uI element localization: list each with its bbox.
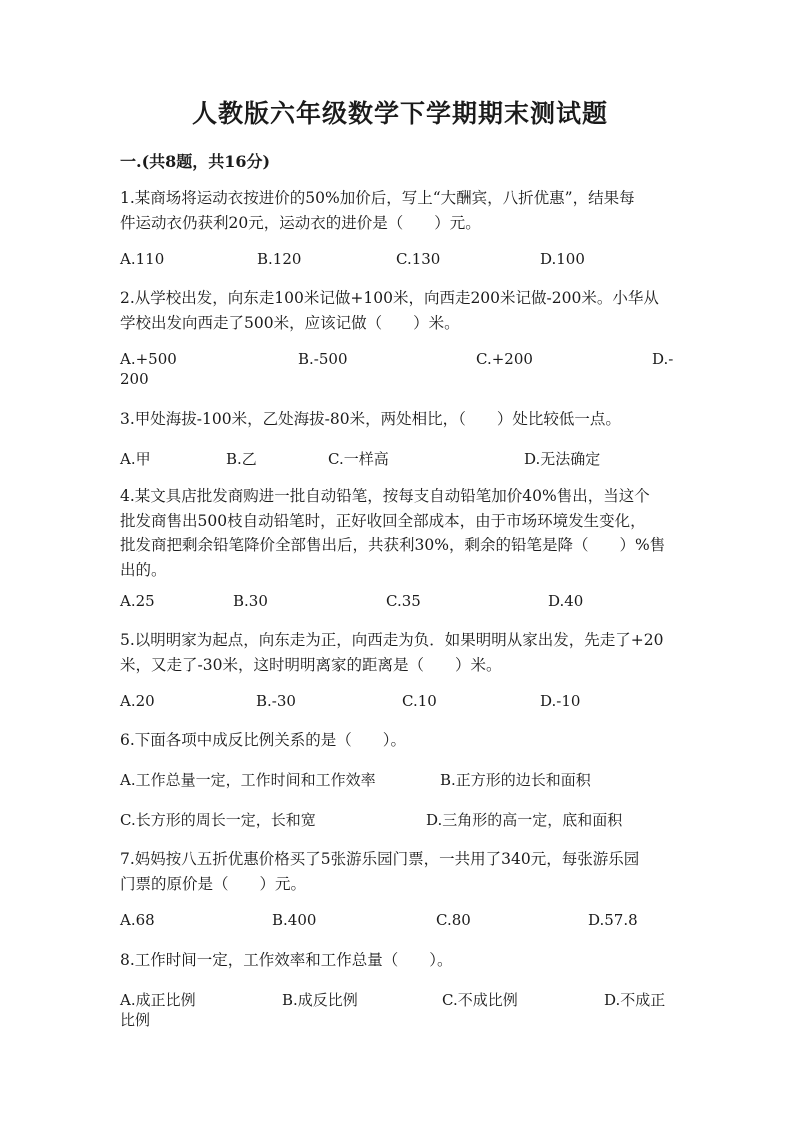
question-3-line-1: 3.甲处海拔-100米，乙处海拔-80米，两处相比，（ ）处比较低一点。: [120, 410, 621, 428]
question-3-options: [120, 447, 680, 471]
question-5: [120, 628, 680, 677]
option-b: B.400: [272, 911, 317, 929]
option-b: B.-30: [256, 692, 296, 710]
question-3: [120, 407, 680, 432]
question-4-line-1: 4.某文具店批发商购进一批自动铅笔，按每支自动铅笔加价40%售出，当这个: [120, 487, 650, 505]
question-6-line-1: 6.下面各项中成反比例关系的是（ ）。: [120, 731, 407, 749]
option-c: C.80: [436, 911, 471, 929]
page-title: 人教版六年级数学下学期期末测试题: [191, 99, 608, 128]
option-c: C.35: [386, 592, 421, 610]
question-7-line-2: 门票的原价是（ ）元。: [120, 874, 307, 893]
section-heading: 一.(共8题，共16分): [120, 152, 271, 171]
question-2: [120, 286, 680, 335]
question-7-options: [120, 908, 680, 932]
option-d-continued: 200: [120, 370, 149, 388]
question-5-options: [120, 689, 680, 713]
option-d: D.不成正: [604, 991, 666, 1009]
question-8-options: [120, 988, 680, 1012]
question-1-line-1: 1.某商场将运动衣按进价的50%加价后，写上“大酬宾，八折优惠”，结果每: [120, 189, 635, 207]
question-4-options: [120, 589, 680, 613]
question-5-line-1: 5.以明明家为起点，向东走为正，向西走为负．如果明明从家出发，先走了+20: [120, 631, 664, 649]
option-c: C.130: [396, 250, 441, 268]
option-c: C.+200: [476, 350, 533, 368]
option-b: B.120: [257, 250, 302, 268]
question-1-options: [120, 247, 680, 271]
option-a: A.25: [120, 592, 155, 610]
option-d: D.无法确定: [524, 450, 601, 468]
option-c: C.10: [402, 692, 437, 710]
option-b: B.乙: [226, 450, 257, 468]
option-b: B.-500: [298, 350, 348, 368]
question-6: [120, 728, 680, 753]
option-d: D.40: [548, 592, 584, 610]
option-a: A.+500: [120, 350, 177, 368]
question-4-line-2: 批发商售出500枝自动铅笔时，正好收回全部成本，由于市场环境发生变化，: [120, 511, 646, 530]
option-a: A.68: [120, 911, 155, 929]
option-b: B.成反比例: [282, 991, 358, 1009]
option-d: D.-: [652, 350, 674, 368]
question-8-line-1: 8.工作时间一定，工作效率和工作总量（ ）。: [120, 951, 453, 969]
question-6-options-row-2: [120, 808, 680, 832]
option-a: A.工作总量一定，工作时间和工作效率: [120, 771, 376, 789]
option-c: C.不成比例: [442, 991, 518, 1009]
option-b: B.正方形的边长和面积: [440, 771, 591, 789]
question-2-line-2: 学校出发向西走了500米，应该记做（ ）米。: [120, 313, 460, 332]
question-4-line-3: 批发商把剩余铅笔降价全部售出后，共获利30%，剩余的铅笔是降（ ）%售: [120, 536, 666, 554]
option-d: D.-10: [540, 692, 581, 710]
option-d: D.57.8: [588, 911, 638, 929]
question-6-options-row-1: [120, 768, 680, 792]
question-7-line-1: 7.妈妈按八五折优惠价格买了5张游乐园门票，一共用了340元，每张游乐园: [120, 850, 640, 868]
option-a: A.20: [120, 692, 155, 710]
question-7: [120, 847, 680, 896]
question-1: [120, 186, 680, 235]
question-4-line-4: 出的。: [120, 560, 167, 579]
option-d: D.三角形的高一定，底和面积: [426, 811, 623, 829]
option-a: A.成正比例: [120, 991, 196, 1009]
option-a: A.110: [120, 250, 165, 268]
option-a: A.甲: [120, 450, 151, 468]
option-c: C.一样高: [328, 450, 389, 468]
option-d-continued: 比例: [120, 1011, 151, 1029]
question-2-options: [120, 347, 680, 371]
question-4: [120, 484, 680, 582]
option-c: C.长方形的周长一定，长和宽: [120, 811, 316, 829]
question-1-line-2: 件运动衣仍获利20元，运动衣的进价是（ ）元。: [120, 213, 481, 232]
question-2-line-1: 2.从学校出发，向东走100米记做+100米，向西走200米记做-200米。小华从: [120, 289, 659, 307]
question-5-line-2: 米，又走了-30米，这时明明离家的距离是（ ）米。: [120, 655, 502, 674]
option-d: D.100: [540, 250, 585, 268]
question-8: [120, 948, 680, 973]
option-b: B.30: [233, 592, 268, 610]
